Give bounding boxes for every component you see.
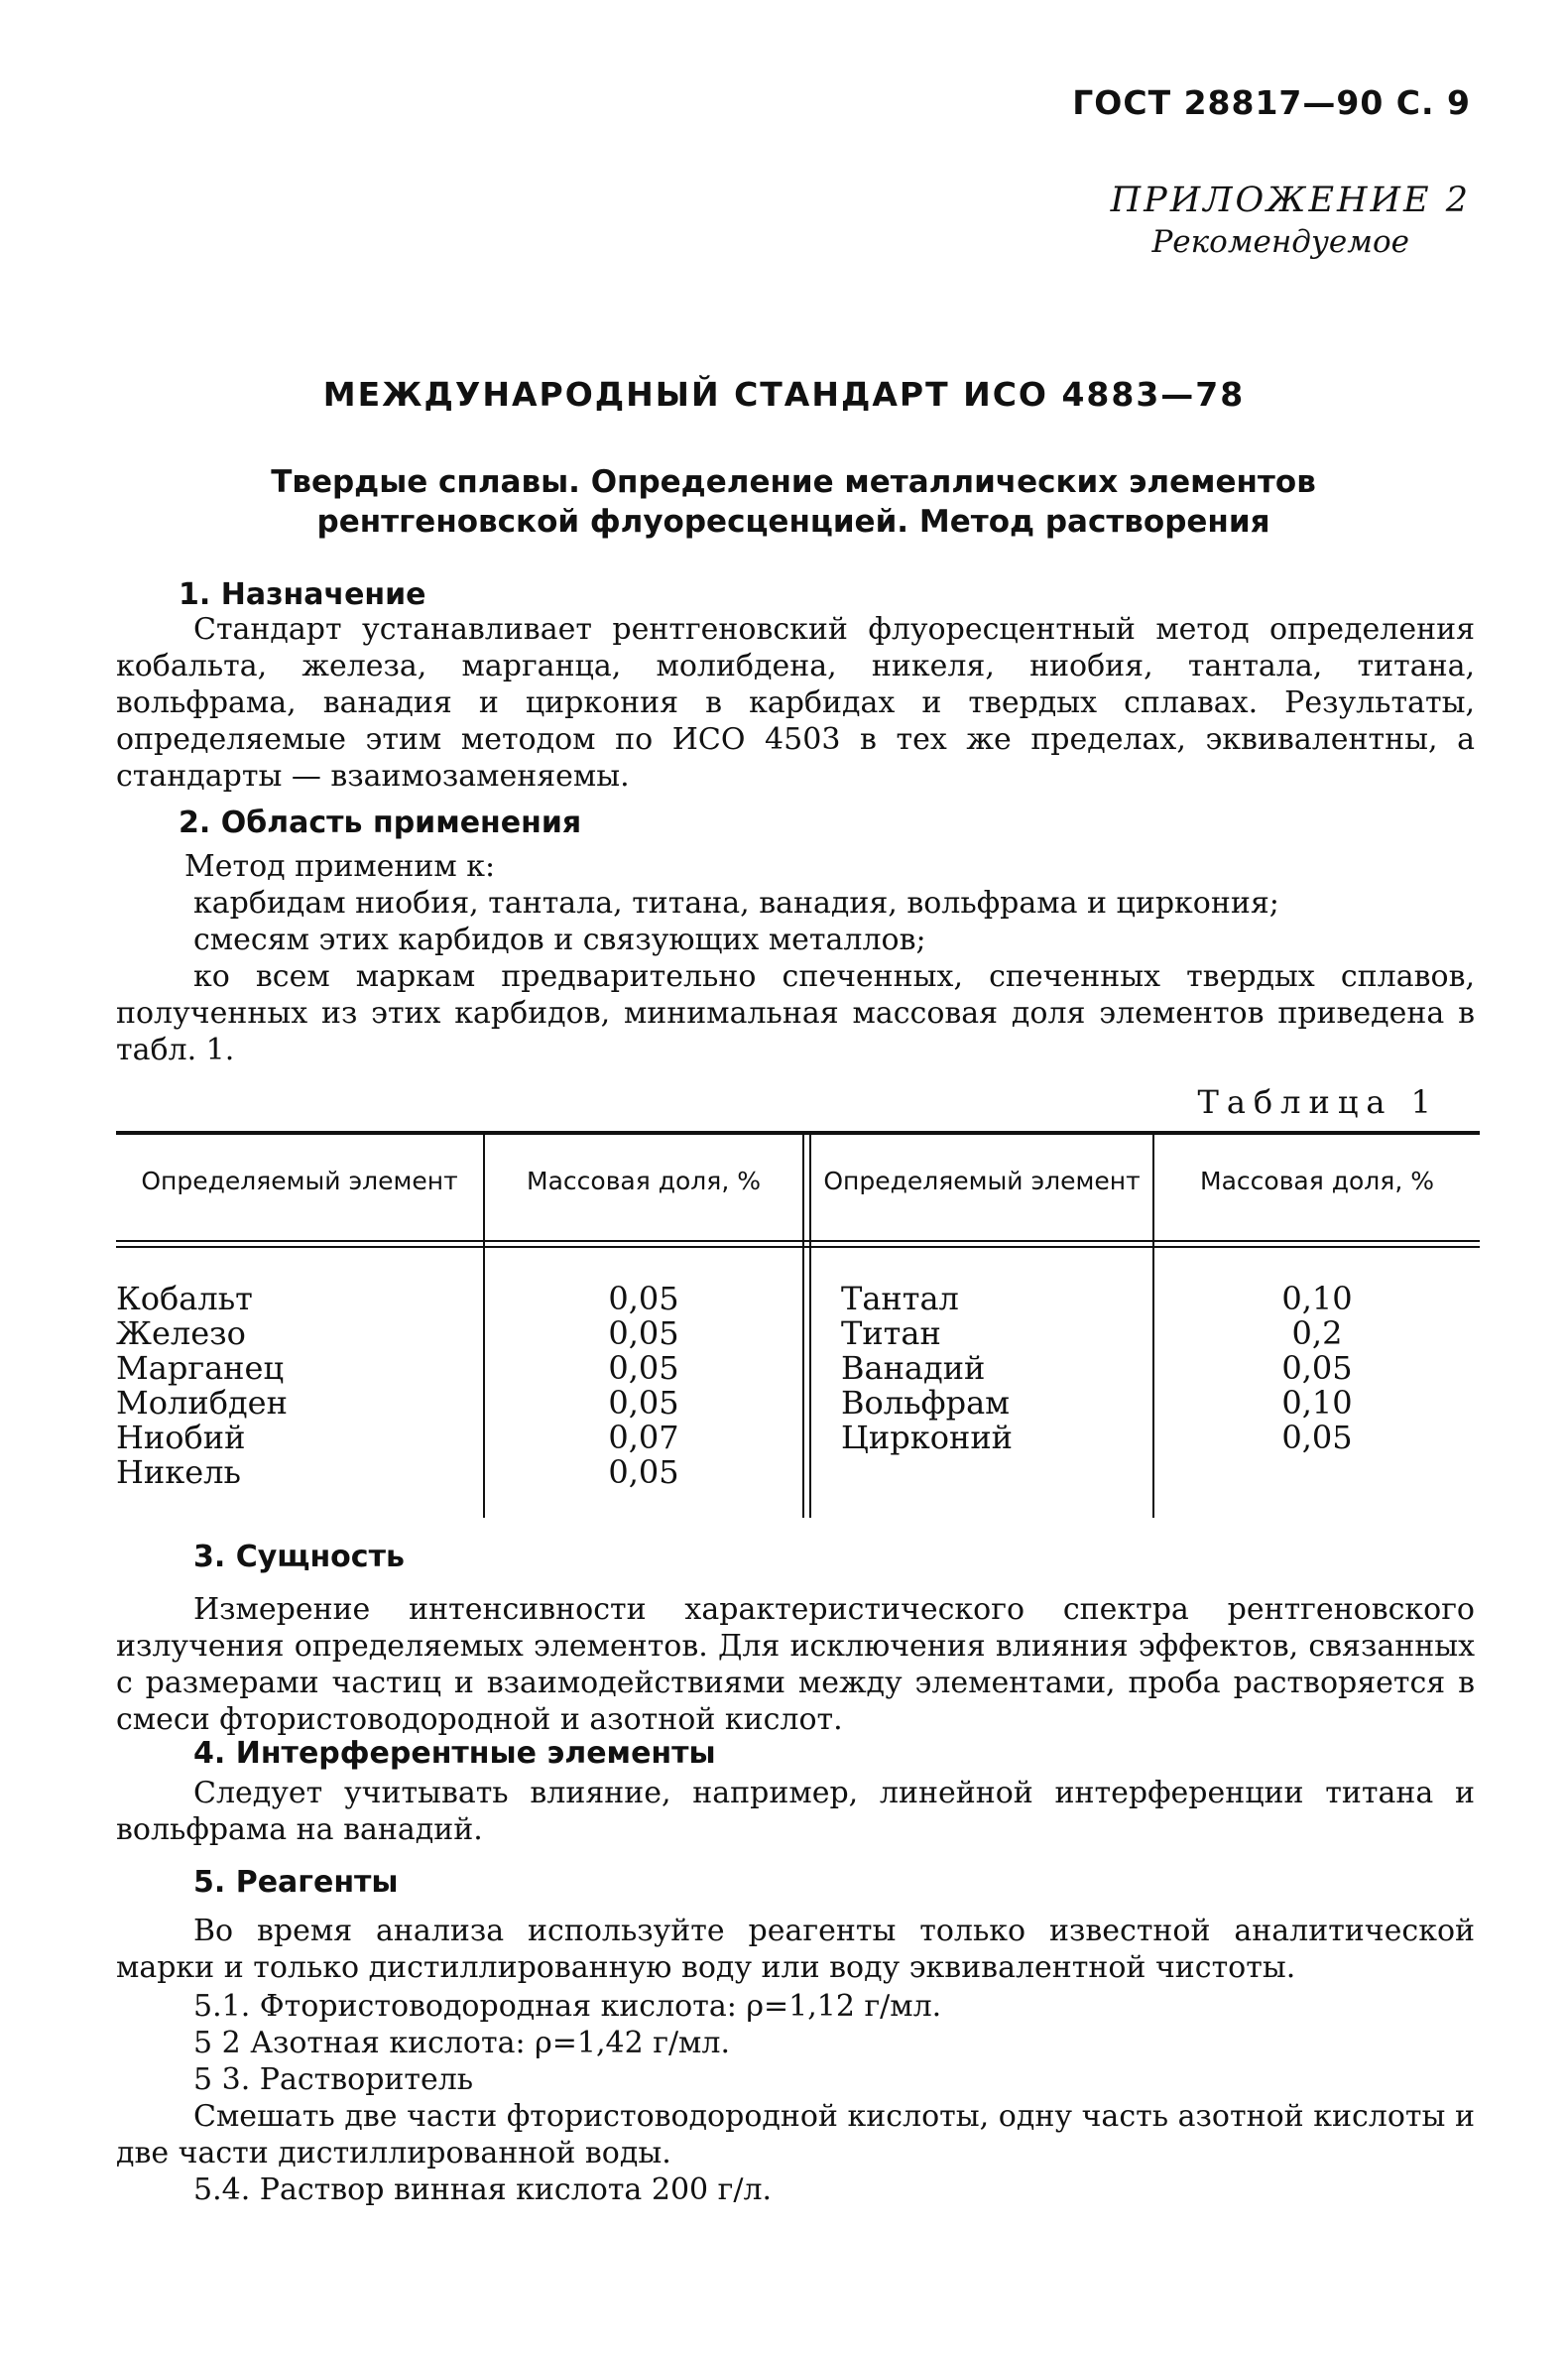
table-cell: Тантал bbox=[841, 1280, 959, 1317]
section-5-item-2: 5 2 Азотная кислота: ρ=1,42 г/мл. bbox=[193, 2026, 730, 2060]
table-cell: 0,05 bbox=[608, 1349, 679, 1387]
table-caption: Таблица 1 bbox=[1197, 1083, 1439, 1121]
table-cell: 0,05 bbox=[608, 1384, 679, 1422]
table-cell: Железо bbox=[116, 1314, 246, 1352]
section-3-heading: 3. Сущность bbox=[193, 1540, 405, 1574]
section-5-heading: 5. Реагенты bbox=[193, 1865, 399, 1900]
elements-table bbox=[116, 1131, 1480, 1518]
table-cell: 0,07 bbox=[608, 1419, 679, 1456]
standard-title: МЕЖДУНАРОДНЫЙ СТАНДАРТ ИСО 4883—78 bbox=[322, 375, 1246, 414]
table-header-mass-1: Массовая доля, % bbox=[527, 1167, 761, 1195]
table-header-element-2: Определяемый элемент bbox=[823, 1167, 1141, 1195]
document-title: Твердые сплавы. Определение металлических элементов рентгеновской флуоресценцией. Метод растворения bbox=[271, 464, 1316, 540]
table-cell: Кобальт bbox=[116, 1280, 253, 1317]
table-cell: Ниобий bbox=[116, 1419, 246, 1456]
table-header-rule-2 bbox=[116, 1246, 1480, 1248]
section-5-text: Во время анализа используйте реагенты только известной аналитической марки и только дистиллированную воду или воду эквивалентной чистоты. bbox=[116, 1914, 1475, 1985]
table-cell: Вольфрам bbox=[841, 1384, 1011, 1422]
appendix-title: ПРИЛОЖЕНИЕ 2 bbox=[1110, 181, 1471, 220]
table-cell: Молибден bbox=[116, 1384, 288, 1422]
section-3-text: Измерение интенсивности характеристического спектра рентгеновского излучения определяемых элементов. Для исключения влияния эффектов, связанных с размерами частиц и взаимодействиями между элементами, проба растворяется в смеси фтористоводородной и азотной кислот. bbox=[116, 1592, 1475, 1737]
section-2-line-4: ко всем маркам предварительно спеченных, спеченных твердых сплавов, полученных из этих карбидов, минимальная массовая доля элементов приведена в табл. 1. bbox=[116, 959, 1475, 1067]
page-header: ГОСТ 28817—90 С. 9 bbox=[1072, 83, 1471, 122]
table-col-values-left bbox=[485, 1282, 802, 1490]
appendix-subtitle: Рекомендуемое bbox=[1151, 224, 1409, 260]
section-2-line-3: смесям этих карбидов и связующих металлов; bbox=[193, 923, 926, 957]
table-cell: Ванадий bbox=[841, 1349, 986, 1387]
section-1-heading: 1. Назначение bbox=[179, 577, 426, 612]
table-col-elements-left bbox=[116, 1282, 473, 1490]
table-cell: 0,05 bbox=[608, 1280, 679, 1317]
section-2-line-1: Метод применим к: bbox=[184, 849, 496, 884]
table-cell: 0,2 bbox=[1291, 1314, 1343, 1352]
table-cell: 0,10 bbox=[1281, 1384, 1353, 1422]
section-1-text: Стандарт устанавливает рентгеновский флуоресцентный метод определения кобальта, железа, марганца, молибдена, никеля, ниобия, тантала, титана, вольфрама, ванадия и циркония в карбидах и твердых сплавах. Результаты, определяемые этим методом по ИСО 4503 в тех же пределах, эквивалентны, а стандарты — взаимозаменяемы. bbox=[116, 612, 1475, 794]
section-4-heading: 4. Интерферентные элементы bbox=[193, 1736, 716, 1771]
table-cell: 0,05 bbox=[1281, 1349, 1353, 1387]
table-cell: 0,10 bbox=[1281, 1280, 1353, 1317]
table-divider-2a bbox=[802, 1135, 804, 1518]
table-top-rule bbox=[116, 1131, 1480, 1135]
table-cell: Марганец bbox=[116, 1349, 285, 1387]
table-col-values-right bbox=[1154, 1282, 1480, 1455]
section-4-text: Следует учитывать влияние, например, линейной интерференции титана и вольфрама на ванадий. bbox=[116, 1776, 1475, 1847]
table-cell: Цирконий bbox=[841, 1419, 1013, 1456]
section-2-heading: 2. Область применения bbox=[179, 806, 582, 840]
table-cell: Титан bbox=[841, 1314, 941, 1352]
section-5-item-4: 5.4. Раствор винная кислота 200 г/л. bbox=[193, 2172, 773, 2207]
table-cell: 0,05 bbox=[608, 1453, 679, 1491]
table-cell: 0,05 bbox=[1281, 1419, 1353, 1456]
section-2-line-2: карбидам ниобия, тантала, титана, ванадия, вольфрама и циркония; bbox=[193, 886, 1279, 921]
section-5-item-1: 5.1. Фтористоводородная кислота: ρ=1,12 г/мл. bbox=[193, 1989, 942, 2024]
table-header-mass-2: Массовая доля, % bbox=[1200, 1167, 1434, 1195]
table-cell: Никель bbox=[116, 1453, 241, 1491]
table-col-elements-right bbox=[841, 1282, 1148, 1455]
table-header-rule-1 bbox=[116, 1240, 1480, 1242]
table-cell: 0,05 bbox=[608, 1314, 679, 1352]
table-header-element-1: Определяемый элемент bbox=[141, 1167, 458, 1195]
section-5-item-3: 5 3. Растворитель bbox=[193, 2062, 474, 2097]
section-5-item-3-text: Смешать две части фтористоводородной кислоты, одну часть азотной кислоты и две части дистиллированной воды. bbox=[116, 2099, 1475, 2170]
